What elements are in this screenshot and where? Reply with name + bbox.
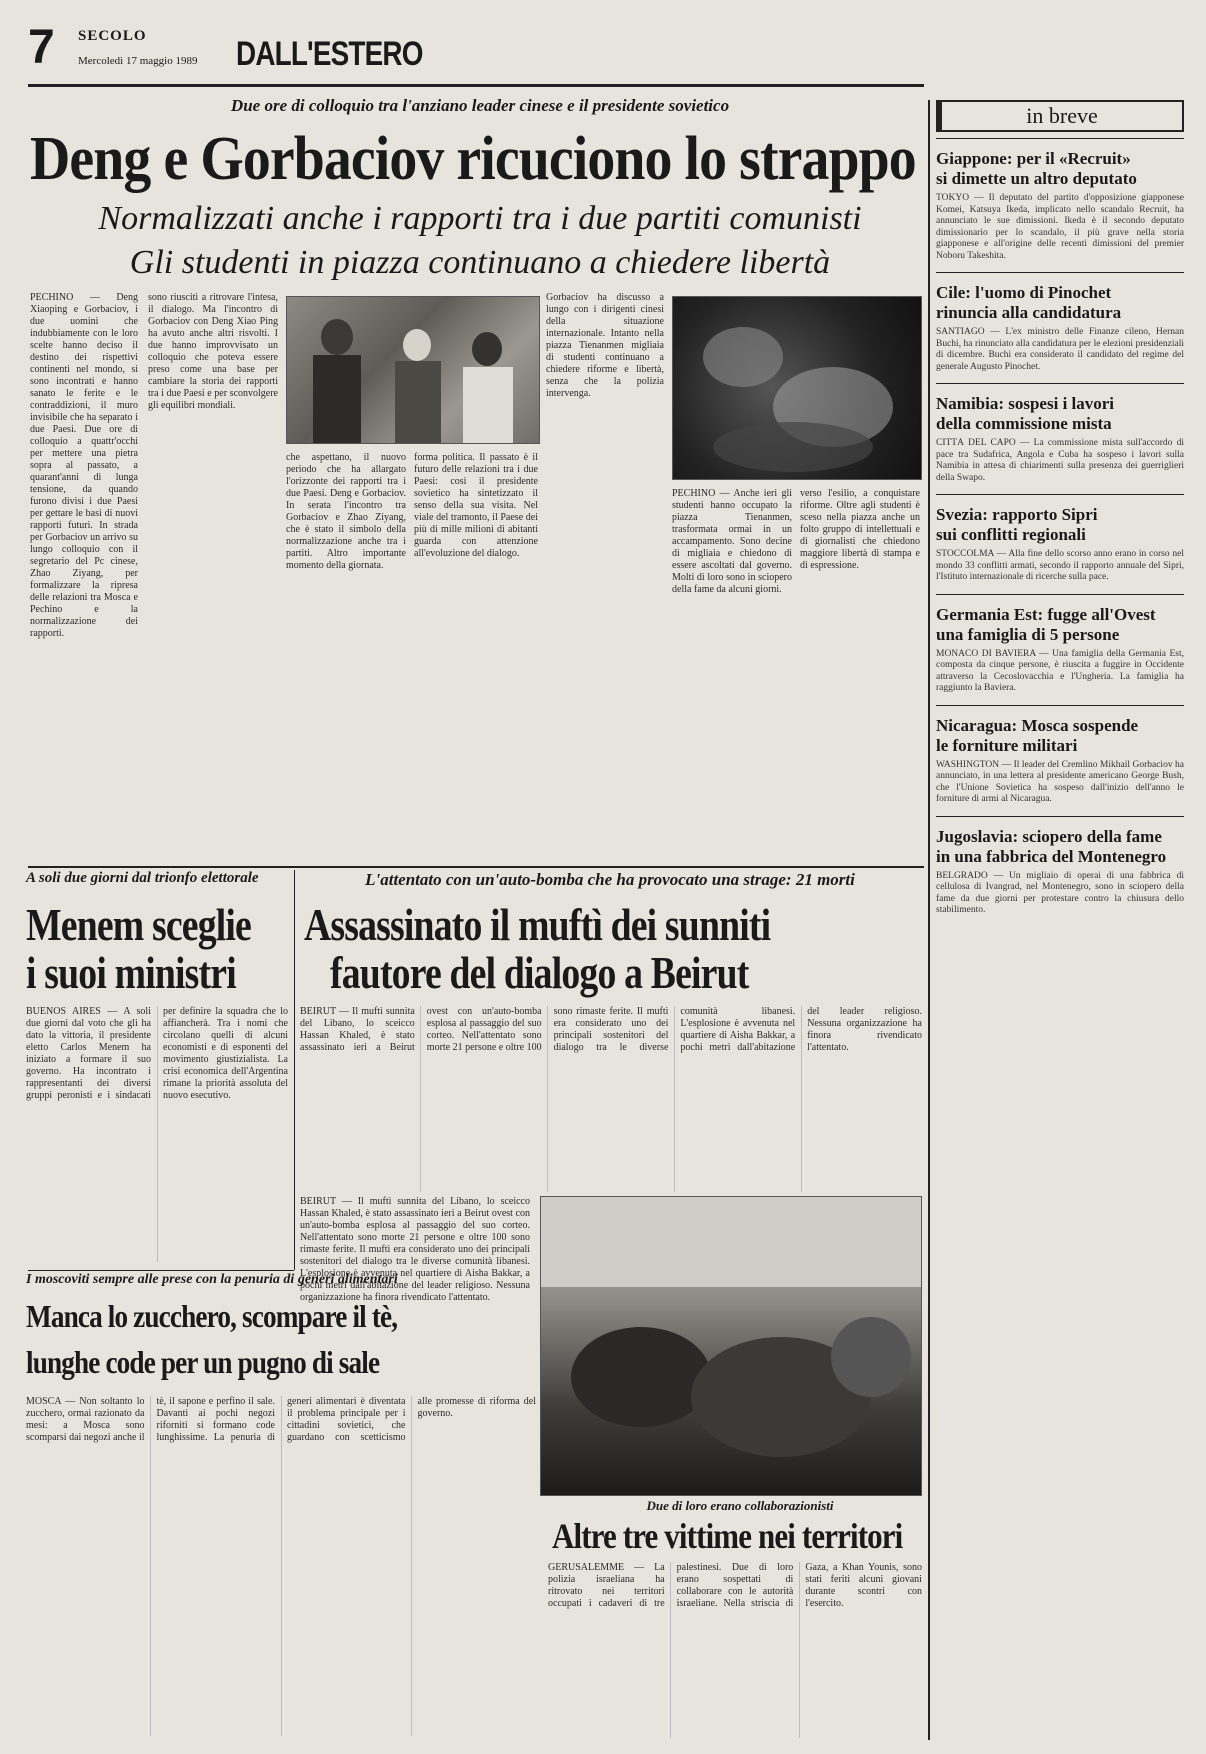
main-subheadline-1: Normalizzati anche i rapporti tra i due partiti comunisti bbox=[98, 200, 862, 237]
sidebar-divider bbox=[928, 100, 930, 1740]
divider-sugar bbox=[28, 1270, 294, 1271]
brief-yugoslavia-title-2: in una fabbrica del Montenegro bbox=[936, 846, 1167, 866]
brief-chile bbox=[936, 272, 1184, 373]
photo-students bbox=[672, 296, 922, 480]
brief-sweden-title-1: Svezia: rapporto Sipri bbox=[936, 505, 1098, 524]
divider-vert-1 bbox=[294, 870, 295, 1270]
brief-japan bbox=[936, 138, 1184, 262]
brief-nicaragua-title-1: Nicaragua: Mosca sospende bbox=[936, 715, 1139, 735]
brief-nicaragua-title-2: le forniture militari bbox=[936, 735, 1078, 755]
section-title: DALL'ESTERO bbox=[236, 35, 423, 73]
page-number: 7 bbox=[28, 21, 55, 74]
beirut-headline-1: Assassinato il muftì dei sunniti bbox=[304, 899, 771, 950]
menem-headline-2: i suoi ministri bbox=[26, 947, 236, 998]
brief-nicaragua-title bbox=[936, 716, 1184, 756]
main-col-5: Gorbaciov ha discusso a lungo con i dirigenti cinesi della situazione internazionale. Intanto nella piazza Tienanmen migliaia di studenti continuano a chiedere riforme e libertà, senza che la polizia intervenga. bbox=[546, 292, 664, 399]
sidebar-title: in breve bbox=[936, 100, 1184, 132]
photo-beirut bbox=[540, 1196, 922, 1496]
brief-chile-title bbox=[936, 283, 1184, 323]
brief-east-germany-title-1: Germania Est: fugge all'Ovest bbox=[936, 604, 1156, 624]
sugar-headline-2: lunghe code per un pugno di sale bbox=[26, 1344, 380, 1380]
photo-deng-gorbaciov bbox=[286, 296, 540, 444]
brief-yugoslavia-text: BELGRADO — Un migliaio di operai di una fabbrica di cellulosa di Ivangrad, nel Montenegro, sono in sciopero della fame da due giorni per protestare contro la chiusura dello stabilimento. bbox=[936, 870, 1184, 915]
territories-headline: Altre tre vittime nei territori bbox=[552, 1516, 903, 1556]
brief-namibia-title bbox=[936, 394, 1184, 434]
brief-chile-text: SANTIAGO — L'ex ministro delle Finanze cileno, Hernan Buchi, ha rinunciato alla candidatura per le elezioni presidenziali di dicembre. Buchi era considerato il candidato del regime del generale Augusto Pinochet. bbox=[936, 327, 1184, 372]
sugar-kicker: I moscoviti sempre alle prese con la penuria di generi alimentari bbox=[26, 1272, 398, 1287]
brief-japan-title-2: si dimette un altro deputato bbox=[936, 169, 1137, 188]
main-kicker: Due ore di colloquio tra l'anziano leader cinese e il presidente sovietico bbox=[230, 96, 730, 115]
brief-japan-text: TOKYO — Il deputato del partito d'opposizione giapponese Komei, Katsuya Ikeda, implicato nello scandalo Recruit, ha annunciato le sue dimissioni. Ikeda è il secondo deputato dimissionario per lo scandalo, il più grave nella storia giapponese e all'origine delle recenti dimissioni del premier Noboru Takeshita. bbox=[936, 193, 1184, 261]
brief-nicaragua bbox=[936, 705, 1184, 806]
beirut-headline-2: fautore del dialogo a Beirut bbox=[330, 947, 749, 998]
issue-date: Mercoledì 17 maggio 1989 bbox=[78, 55, 198, 67]
brief-chile-title-1: Cile: l'uomo di Pinochet bbox=[936, 283, 1112, 302]
beirut-side-col: BEIRUT — Il muftì sunnita del Libano, lo sceicco Hassan Khaled, è stato assassinato ieri a Beirut ovest con un'auto-bomba esplosa al passaggio del suo corteo. Nell'attentato sono morte 21 persone e oltre 100 sono rimaste ferite. Il muftì era considerato uno dei principali sostenitori del dialogo tra le diverse comunità libanesi. L'esplosione è avvenuta nel quartiere di Aisha Bakkar, a pochi metri dall'abitazione del leader religioso. Nessuna organizzazione ha finora rivendicato l'attentato. bbox=[300, 1196, 530, 1303]
brief-yugoslavia-title-1: Jugoslavia: sciopero della fame bbox=[936, 826, 1162, 846]
brief-chile-title-2: rinuncia alla candidatura bbox=[936, 303, 1122, 322]
brief-sweden-text: STOCCOLMA — Alla fine dello scorso anno erano in corso nel mondo 33 conflitti armati, secondo il rapporto annuale del Sipri, l'Istituto internazionale di ricerche sulla pace. bbox=[936, 549, 1184, 582]
main-col-6: PECHINO — Anche ieri gli studenti hanno occupato la piazza Tienanmen, trasformata ormai in un accampamento. Sono decine di migliaia e chiedono di essere ascoltati dal governo. Molti di loro sono in sciopero della fame da alcuni giorni. bbox=[672, 488, 792, 595]
main-subheadline-2: Gli studenti in piazza continuano a chiedere libertà bbox=[129, 244, 831, 281]
brief-east-germany-title bbox=[936, 605, 1184, 645]
main-col-3: che aspettano, il nuovo periodo che ha allargato l'orizzonte dei rapporti tra i due Paesi. Deng e Gorbaciov. In serata l'incontro tra Gorbaciov e Zhao Ziyang, che è stato il simbolo della normalizzazione anche tra i partiti. Altro importante momento della giornata. bbox=[286, 452, 406, 571]
brief-japan-title bbox=[936, 149, 1184, 189]
brief-yugoslavia-title bbox=[936, 827, 1184, 867]
brief-japan-title-1: Giappone: per il «Recruit» bbox=[936, 149, 1131, 168]
brief-east-germany bbox=[936, 594, 1184, 695]
beirut-kicker: L'attentato con un'auto-bomba che ha provocato una strage: 21 morti bbox=[365, 870, 855, 889]
menem-headline-1: Menem sceglie bbox=[26, 899, 251, 950]
main-headline: Deng e Gorbaciov ricuciono lo strappo bbox=[30, 125, 916, 193]
photo-crowd-icon bbox=[673, 297, 921, 479]
divider-mid bbox=[28, 866, 924, 868]
sidebar bbox=[936, 100, 1184, 1740]
sugar-body: MOSCA — Non soltanto lo zucchero, ormai razionato da mesi: a Mosca sono scomparsi dai negozi anche il tè, il sapone e perfino il sale. Davanti ai pochi negozi riforniti si formano code lunghissime. La penuria di generi alimentari è diventata il problema principale per i cittadini sovietici, che guardano con scetticismo alle promesse di riforma del governo. bbox=[26, 1396, 536, 1443]
main-col-4: forma politica. Il passato è il futuro delle relazioni tra i due Paesi: così il presidente sovietico ha sintetizzato il senso della sua visita. Nel viale del tramonto, il Paese dei più di mille milioni di abitanti guarda con attenzione all'evoluzione del dialogo. bbox=[414, 452, 538, 559]
brief-namibia-title-1: Namibia: sospesi i lavori bbox=[936, 394, 1115, 413]
main-col-1: PECHINO — Deng Xiaoping e Gorbaciov, i due uomini che indubbiamente con le loro scelte hanno deciso il destino dei rispettivi continenti nel mondo, si sono incontrati e hanno sanato le ferite e le contraddizioni, il muro invisibile che ha separato i due Paesi. Due ore di colloquio a quattr'occhi per mettere una pietra sopra al passato, a quarant'anni di lunga tensione, da quando furono divisi i due Paesi per gettare le basi di nuovi rapporti futuri. In strada per Gorbaciov un arrivo su lungo colloquio con il segretario del Pc cinese, Zhao Ziyang, per formalizzare la ripresa delle relazioni tra Mosca e Pechino e la normalizzazione dei rapporti. bbox=[30, 292, 138, 639]
main-col-7: verso l'esilio, a conquistare riforme. Oltre agli studenti è sceso nella piazza anche un folto gruppo di intellettuali e di giornalisti che chiedono maggiore libertà di stampa e di espressione. bbox=[800, 488, 920, 571]
menem-kicker: A soli due giorni dal trionfo elettorale bbox=[26, 870, 259, 886]
brief-sweden-title-2: sui conflitti regionali bbox=[936, 525, 1086, 544]
paper-name: SECOLO bbox=[78, 28, 147, 44]
sugar-headline-1: Manca lo zucchero, scompare il tè, bbox=[26, 1298, 398, 1334]
brief-nicaragua-text: WASHINGTON — Il leader del Cremlino Mikhail Gorbaciov ha annunciato, in una lettera al presidente americano George Bush, che l'Unione Sovietica ha sospeso dall'inizio dell'anno le forniture di armi al Nicaragua. bbox=[936, 759, 1184, 804]
brief-sweden bbox=[936, 494, 1184, 584]
main-col-2: sono riusciti a ritrovare l'intesa, il dialogo. Ma l'incontro di Gorbaciov con Deng Xiao Ping ha avuto anche altri risvolti. I due hanno improvvisato un colloquio che poteva essere preso come una base per cambiare la storia dei rapporti tra i due Paesi e per sconvolgere gli equilibri mondiali. bbox=[148, 292, 278, 411]
territories-body: GERUSALEMME — La polizia israeliana ha ritrovato nei territori occupati i cadaveri di tre palestinesi. Due di loro erano sospettati di collaborare con le autorità israeliane. Nella striscia di Gaza, a Khan Younis, sono stati feriti alcuni giovani durante scontri con l'esercito. bbox=[548, 1562, 922, 1609]
territories-kicker: Due di loro erano collaborazionisti bbox=[646, 1498, 834, 1513]
photo-figures-icon bbox=[287, 297, 539, 443]
brief-east-germany-title-2: una famiglia di 5 persone bbox=[936, 624, 1120, 644]
beirut-body: BEIRUT — Il muftì sunnita del Libano, lo sceicco Hassan Khaled, è stato assassinato ieri a Beirut ovest con un'auto-bomba esplosa al passaggio del suo corteo. Nell'attentato sono morte 21 persone e oltre 100 sono rimaste ferite. Il muftì era considerato uno dei principali sostenitori del dialogo tra le diverse comunità libanesi. L'esplosione è avvenuta nel quartiere di Aisha Bakkar, a pochi metri dall'abitazione del leader religioso. Nessuna organizzazione ha finora rivendicato l'attentato. bbox=[300, 1006, 922, 1053]
brief-sweden-title bbox=[936, 505, 1184, 545]
menem-body: BUENOS AIRES — A soli due giorni dal voto che gli ha dato la vittoria, il presidente eletto Carlos Menem ha iniziato a formare il suo governo. Ha incontrato i rappresentanti dei diversi gruppi peronisti e i sindacati per definire la squadra che lo affiancherà. Tra i nomi che circolano quelli di alcuni economisti e di esponenti del movimento giustizialista. La crisi economica dell'Argentina rimane la priorità assoluta del nuovo esecutivo. bbox=[26, 1006, 288, 1101]
brief-namibia bbox=[936, 383, 1184, 484]
brief-namibia-text: CITTÀ DEL CAPO — La commissione mista sull'accordo di pace tra Sudafrica, Angola e Cuba ha sospeso i lavori sulla Namibia in attesa di chiarimenti sulla presenza dei guerriglieri della Swapo. bbox=[936, 438, 1184, 483]
photo-crowd-beirut-icon bbox=[541, 1197, 921, 1495]
header-rule bbox=[28, 84, 924, 87]
brief-east-germany-text: MONACO DI BAVIERA — Una famiglia della Germania Est, composta da cinque persone, è riuscita a fuggire in Occidente attraverso la Cecoslovacchia e l'Ungheria. La famiglia ha raggiunto la Baviera. bbox=[936, 648, 1184, 693]
brief-namibia-title-2: della commissione mista bbox=[936, 414, 1112, 433]
brief-yugoslavia bbox=[936, 816, 1184, 917]
